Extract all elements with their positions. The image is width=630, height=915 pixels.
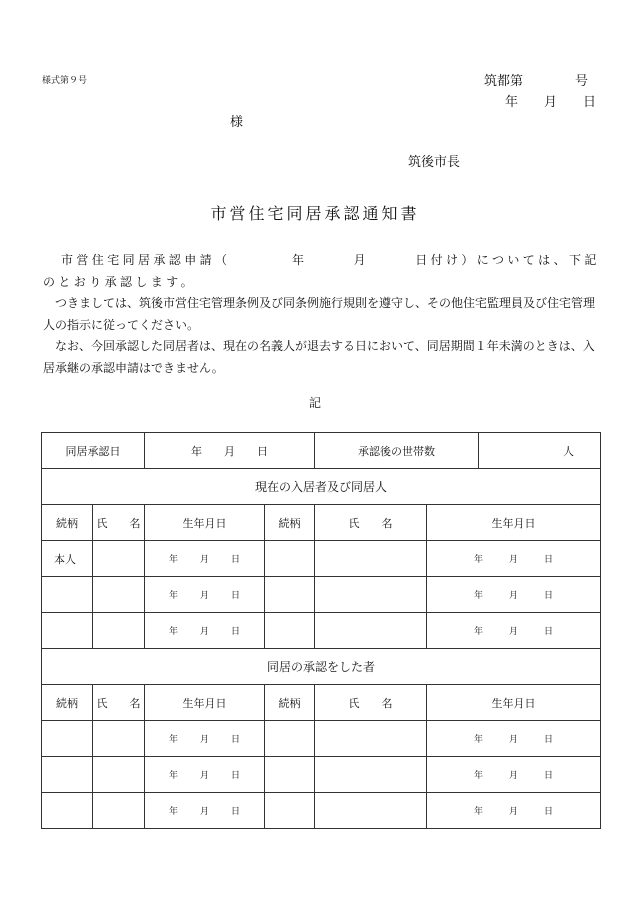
ki-heading: 記 xyxy=(308,396,321,410)
birthdate-month: 月 xyxy=(508,591,518,601)
birthdate-day: 日 xyxy=(231,555,241,565)
col-relation: 続柄 xyxy=(265,505,315,541)
relation-cell xyxy=(265,541,315,577)
birthdate-year: 年 xyxy=(473,627,483,637)
birthdate-month: 月 xyxy=(199,555,209,565)
table-row xyxy=(42,793,601,829)
column-header-row xyxy=(42,505,601,541)
body-paragraph-1: 市営住宅同居承認申請（ 年 月 日付け）については、下記のとおり承認します。 xyxy=(43,253,600,289)
birthdate-cell xyxy=(427,793,601,829)
col-birthdate: 生年月日 xyxy=(427,685,601,721)
col-birthdate: 生年月日 xyxy=(145,685,265,721)
relation-cell xyxy=(42,613,93,649)
name-cell xyxy=(315,757,427,793)
birthdate-day: 日 xyxy=(544,627,554,637)
reference-number xyxy=(484,70,588,89)
name-cell xyxy=(315,541,427,577)
birthdate-month: 月 xyxy=(508,807,518,817)
birthdate-day: 日 xyxy=(231,807,241,817)
col-birthdate: 生年月日 xyxy=(427,505,601,541)
birthdate-month: 月 xyxy=(508,771,518,781)
body-paragraph-3: なお、今回承認した同居者は、現在の名義人が退去する日において、同居期間１年未満のときは、入居承継の承認申請はできません。 xyxy=(43,339,595,375)
column-header-row xyxy=(42,685,601,721)
birthdate-year: 年 xyxy=(168,591,178,601)
birthdate-month: 月 xyxy=(508,627,518,637)
addressee: 様 xyxy=(230,115,244,130)
relation-cell xyxy=(265,721,315,757)
birthdate-day: 日 xyxy=(231,627,241,637)
birthdate-cell xyxy=(145,577,265,613)
col-relation: 続柄 xyxy=(265,685,315,721)
birthdate-year: 年 xyxy=(473,771,483,781)
birthdate-cell xyxy=(427,721,601,757)
birthdate-day: 日 xyxy=(544,807,554,817)
birthdate-month: 月 xyxy=(508,735,518,745)
issue-date-year: 年 xyxy=(505,95,519,110)
col-name: 氏 名 xyxy=(93,685,145,721)
reference-prefix: 筑都第 xyxy=(484,74,524,89)
birthdate-cell xyxy=(427,577,601,613)
name-cell xyxy=(315,793,427,829)
birthdate-month: 月 xyxy=(199,807,209,817)
birthdate-month: 月 xyxy=(199,627,209,637)
birthdate-cell xyxy=(427,613,601,649)
col-birthdate: 生年月日 xyxy=(145,505,265,541)
households-value xyxy=(479,433,601,469)
name-cell xyxy=(93,577,145,613)
birthdate-cell xyxy=(145,793,265,829)
table-row xyxy=(42,613,601,649)
birthdate-day: 日 xyxy=(544,735,554,745)
relation-cell xyxy=(42,721,93,757)
birthdate-month: 月 xyxy=(508,555,518,565)
birthdate-day: 日 xyxy=(231,771,241,781)
body-text xyxy=(43,250,603,379)
birthdate-year: 年 xyxy=(168,771,178,781)
table-row xyxy=(42,577,601,613)
col-name: 氏 名 xyxy=(315,685,427,721)
birthdate-cell xyxy=(145,541,265,577)
birthdate-year: 年 xyxy=(473,735,483,745)
relation-cell xyxy=(265,613,315,649)
birthdate-year: 年 xyxy=(473,807,483,817)
relation-cell xyxy=(42,757,93,793)
col-name: 氏 名 xyxy=(315,505,427,541)
birthdate-day: 日 xyxy=(544,555,554,565)
approval-date-value: 年 月 日 xyxy=(145,433,315,469)
birthdate-year: 年 xyxy=(168,807,178,817)
birthdate-cell xyxy=(145,721,265,757)
section-approved-cohabitants: 同居の承認をした者 xyxy=(42,649,601,685)
reference-suffix: 号 xyxy=(575,74,589,89)
birthdate-year: 年 xyxy=(168,555,178,565)
section-current-residents-row xyxy=(42,469,601,505)
issue-date-day: 日 xyxy=(583,95,597,110)
col-name: 氏 名 xyxy=(93,505,145,541)
birthdate-month: 月 xyxy=(199,591,209,601)
households-label: 承認後の世帯数 xyxy=(315,433,479,469)
relation-cell xyxy=(265,757,315,793)
resident-table xyxy=(41,432,601,829)
birthdate-day: 日 xyxy=(544,591,554,601)
relation-cell xyxy=(42,793,93,829)
name-cell xyxy=(93,721,145,757)
name-cell xyxy=(93,613,145,649)
col-relation: 続柄 xyxy=(42,685,93,721)
birthdate-day: 日 xyxy=(231,591,241,601)
name-cell xyxy=(93,793,145,829)
issuer: 筑後市長 xyxy=(408,155,461,170)
birthdate-cell xyxy=(427,541,601,577)
name-cell xyxy=(315,577,427,613)
relation-cell xyxy=(265,577,315,613)
body-paragraph-2: つきましては、筑後市営住宅管理条例及び同条例施行規則を遵守し、その他住宅監理員及び住宅管理人の指示に従ってください。 xyxy=(43,296,596,332)
table-row xyxy=(42,541,601,577)
table-row xyxy=(42,757,601,793)
households-unit: 人 xyxy=(563,444,574,458)
birthdate-cell xyxy=(145,757,265,793)
birthdate-cell xyxy=(427,757,601,793)
approval-row xyxy=(42,433,601,469)
form-number: 様式第９号 xyxy=(42,76,88,86)
name-cell xyxy=(93,757,145,793)
document-title: 市営住宅同居承認通知書 xyxy=(210,204,420,223)
birthdate-day: 日 xyxy=(544,771,554,781)
birthdate-year: 年 xyxy=(168,735,178,745)
birthdate-year: 年 xyxy=(473,591,483,601)
issue-date-month: 月 xyxy=(544,95,558,110)
relation-cell: 本人 xyxy=(42,541,93,577)
birthdate-day: 日 xyxy=(231,735,241,745)
birthdate-year: 年 xyxy=(473,555,483,565)
issue-date xyxy=(505,91,596,110)
relation-cell xyxy=(265,793,315,829)
section-approved-cohabitants-row xyxy=(42,649,601,685)
relation-cell xyxy=(42,577,93,613)
name-cell xyxy=(315,613,427,649)
name-cell xyxy=(93,541,145,577)
birthdate-year: 年 xyxy=(168,627,178,637)
birthdate-month: 月 xyxy=(199,771,209,781)
section-current-residents: 現在の入居者及び同居人 xyxy=(42,469,601,505)
approval-date-label: 同居承認日 xyxy=(42,433,145,469)
birthdate-month: 月 xyxy=(199,735,209,745)
table-row xyxy=(42,721,601,757)
birthdate-cell xyxy=(145,613,265,649)
name-cell xyxy=(315,721,427,757)
col-relation: 続柄 xyxy=(42,505,93,541)
